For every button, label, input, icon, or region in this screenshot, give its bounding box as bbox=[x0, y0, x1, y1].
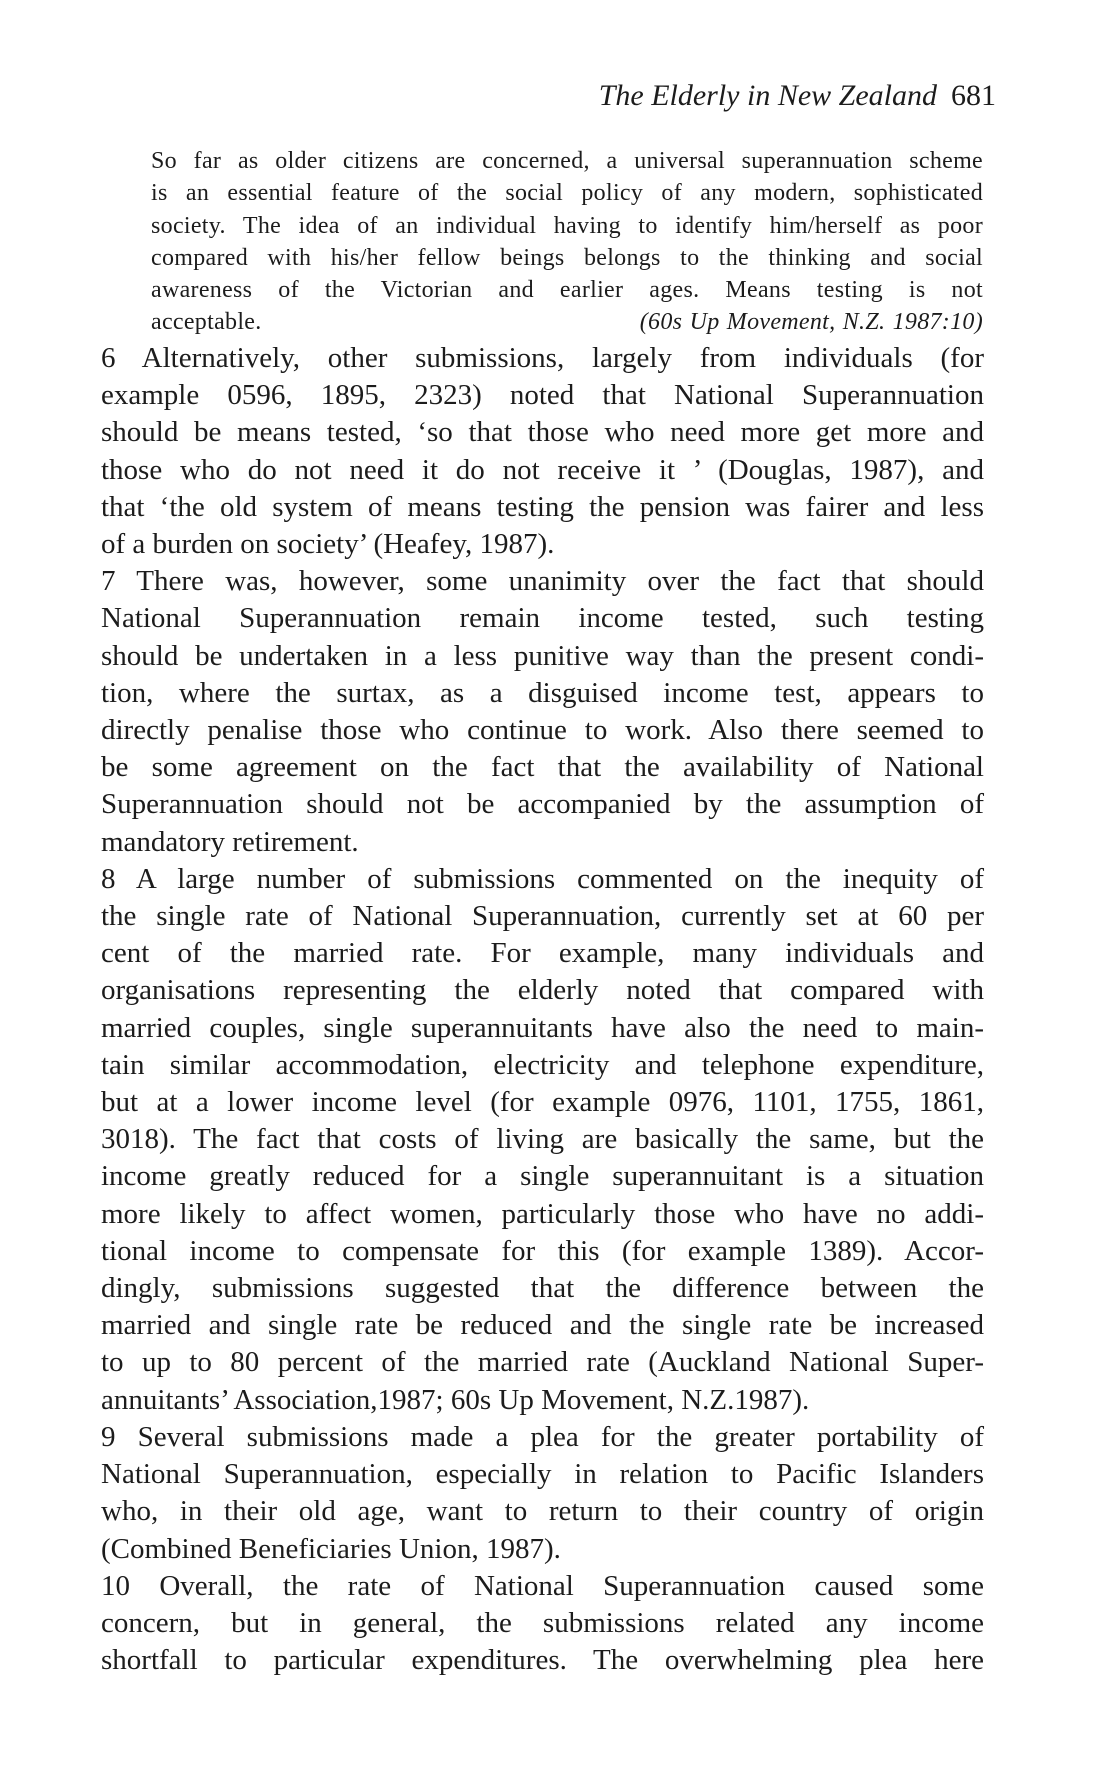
quote-line: society. The idea of an individual having to identify him/herself as poor bbox=[151, 212, 983, 239]
text-line: married couples, single superannuitants have also the need to main- bbox=[101, 1011, 984, 1044]
paragraph-10 bbox=[101, 1568, 984, 1680]
text-line: (Combined Beneficiaries Union, 1987). bbox=[101, 1532, 561, 1565]
text-line: cent of the married rate. For example, many individuals and bbox=[101, 937, 984, 970]
text-line: to up to 80 percent of the married rate (Auckland National Super- bbox=[101, 1346, 984, 1379]
quote-line: is an essential feature of the social policy of any modern, sophisticated bbox=[151, 180, 983, 207]
text-line: but at a lower income level (for example 0976, 1101, 1755, 1861, bbox=[101, 1086, 984, 1119]
text-line: tain similar accommodation, electricity and telephone expenditure, bbox=[101, 1048, 984, 1081]
text-line: the single rate of National Superannuation, currently set at 60 per bbox=[101, 900, 984, 933]
text-line: tional income to compensate for this (for example 1389). Accor- bbox=[101, 1234, 984, 1267]
quote-line: acceptable. bbox=[151, 309, 262, 336]
text-line: married and single rate be reduced and the single rate be increased bbox=[101, 1309, 984, 1342]
quote-line: compared with his/her fellow beings belongs to the thinking and social bbox=[151, 244, 983, 271]
text-line: 6 Alternatively, other submissions, largely from individuals (for bbox=[101, 342, 984, 374]
text-line: 9 Several submissions made a plea for the greater portability of bbox=[101, 1420, 984, 1453]
body-text bbox=[101, 340, 984, 1679]
text-line: Superannuation should not be accompanied by the assumption of bbox=[101, 788, 984, 821]
text-line: should be means tested, ‘so that those who need more get more and bbox=[101, 416, 984, 449]
text-line: concern, but in general, the submissions related any income bbox=[101, 1606, 984, 1639]
text-line: annuitants’ Association,1987; 60s Up Movement, N.Z.1987). bbox=[101, 1383, 810, 1416]
quote-last-line bbox=[151, 306, 983, 338]
text-line: that ‘the old system of means testing the pension was fairer and less bbox=[101, 490, 984, 523]
text-line: should be undertaken in a less punitive way than the present condi- bbox=[101, 639, 984, 672]
text-line: mandatory retirement. bbox=[101, 825, 359, 858]
text-line: who, in their old age, want to return to their country of origin bbox=[101, 1495, 984, 1528]
text-line: dingly, submissions suggested that the difference between the bbox=[101, 1272, 984, 1305]
paragraph-8 bbox=[101, 861, 984, 1419]
block-quote bbox=[151, 145, 983, 339]
paragraph-6 bbox=[101, 340, 984, 563]
text-line: organisations representing the elderly noted that compared with bbox=[101, 974, 984, 1007]
text-line: example 0596, 1895, 2323) noted that National Superannuation bbox=[101, 379, 984, 412]
text-line: those who do not need it do not receive it ’ (Douglas, 1987), and bbox=[101, 453, 984, 486]
text-line: National Superannuation, especially in relation to Pacific Islanders bbox=[101, 1458, 984, 1491]
paragraph-7 bbox=[101, 563, 984, 861]
text-line: income greatly reduced for a single superannuitant is a situation bbox=[101, 1160, 984, 1193]
text-line: National Superannuation remain income tested, such testing bbox=[101, 602, 984, 635]
text-line: be some agreement on the fact that the availability of National bbox=[101, 751, 984, 784]
text-line: directly penalise those who continue to work. Also there seemed to bbox=[101, 714, 984, 747]
quote-citation: (60s Up Movement, N.Z. 1987:10) bbox=[639, 309, 983, 336]
text-line: 7 There was, however, some unanimity over the fact that should bbox=[101, 565, 984, 598]
text-line: more likely to affect women, particularly those who have no addi- bbox=[101, 1197, 984, 1230]
text-line: 8 A large number of submissions commented on the inequity of bbox=[101, 862, 984, 895]
text-line: shortfall to particular expenditures. The overwhelming plea here bbox=[101, 1644, 984, 1677]
quote-line: awareness of the Victorian and earlier ages. Means testing is not bbox=[151, 277, 983, 304]
quote-line: So far as older citizens are concerned, a universal superannuation scheme bbox=[151, 148, 983, 174]
paragraph-9 bbox=[101, 1419, 984, 1568]
text-line: tion, where the surtax, as a disguised income test, appears to bbox=[101, 676, 984, 709]
page-number: 681 bbox=[951, 79, 996, 112]
text-line: 3018). The fact that costs of living are basically the same, but the bbox=[101, 1123, 984, 1156]
running-head bbox=[599, 78, 996, 114]
running-head-title: The Elderly in New Zealand bbox=[598, 79, 937, 112]
text-line: 10 Overall, the rate of National Superannuation caused some bbox=[101, 1569, 984, 1602]
text-line: of a burden on society’ (Heafey, 1987). bbox=[101, 528, 555, 561]
